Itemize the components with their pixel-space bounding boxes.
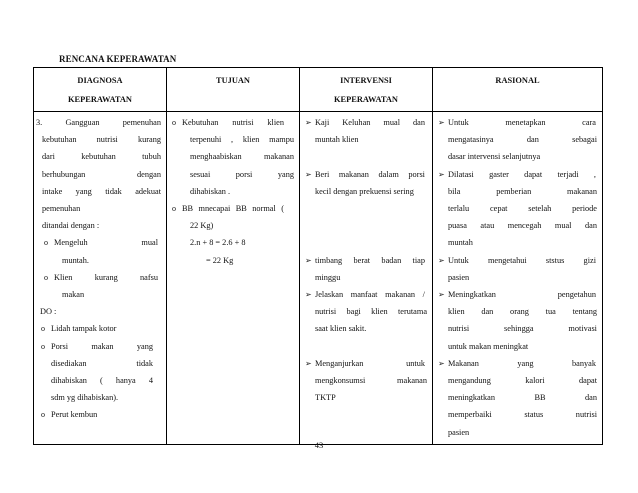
list-item-text: timbang berat badan tiap	[315, 255, 425, 265]
list-item-text: sesuai porsi yang	[190, 169, 294, 179]
list-item-text: Jelaskan manfaat makanan /	[315, 289, 425, 299]
list-item	[305, 252, 427, 269]
list-item-text: bila pemberian makanan	[448, 186, 597, 196]
list-item-text: saat klien sakit.	[315, 324, 367, 334]
care-plan-table	[33, 67, 603, 445]
list-item-text: Beri makanan dalam porsi	[315, 169, 425, 179]
list-item-text: Porsi makan yang	[51, 341, 153, 351]
list-item-text: makan	[62, 290, 85, 300]
arrow-bullet-icon: ➢	[438, 290, 445, 300]
list-item-text: TKTP	[315, 393, 336, 403]
list-item-text: muntah klien	[315, 135, 359, 145]
spacer	[305, 200, 427, 217]
bullet-icon: o	[41, 341, 45, 351]
list-item-text: meningkatkan BB dan	[448, 393, 597, 403]
list-item-text: mengatasinya dan sebagai	[448, 135, 597, 145]
arrow-bullet-icon: ➢	[305, 169, 312, 179]
list-item-text: Untuk menetapkan cara	[448, 118, 596, 127]
list-item-text: muntah.	[62, 255, 89, 265]
header-diagnosa	[34, 68, 167, 112]
list-item	[36, 234, 161, 251]
rasional-cell	[433, 112, 603, 445]
list-item-text: Dilatasi gaster dapat terjadi ,	[448, 169, 596, 179]
list-item-text: terpenuhi , klien mampu	[190, 135, 294, 145]
list-item-text: Lidah tampak kotor	[51, 324, 117, 334]
list-item-text: BB mnecapai BB normal (	[182, 204, 284, 214]
diagnosa-line: ditandai dengan :	[42, 221, 100, 231]
header-intervensi	[300, 68, 433, 112]
list-item-text: Makanan yang banyak	[448, 358, 596, 368]
header-rasional-label: RASIONAL	[495, 76, 540, 85]
diagnosa-line: pemenuhan	[42, 204, 81, 214]
list-item	[305, 166, 427, 183]
bullet-icon: o	[44, 272, 48, 282]
list-item	[36, 320, 161, 337]
diagnosa-line: intake yang tidak adekuat	[42, 186, 161, 196]
arrow-bullet-icon: ➢	[305, 255, 312, 265]
diagnosa-line: kebutuhan nutrisi kurang	[42, 135, 161, 145]
arrow-bullet-icon: ➢	[305, 358, 312, 368]
arrow-bullet-icon: ➢	[438, 255, 445, 265]
page-number: 43	[314, 440, 324, 450]
list-item-text: klien dan orang tua tentang	[448, 307, 597, 317]
list-item-text	[36, 355, 161, 372]
list-item-text: dasar intervensi selanjutnya	[448, 152, 541, 162]
list-item-text: mengandung kalori dapat	[448, 376, 597, 386]
list-item-text: Klien kurang nafsu	[54, 272, 158, 282]
list-item	[305, 286, 427, 303]
list-item-text: puasa atau mencegah mual dan	[448, 221, 597, 231]
list-item-text: Meningkatkan pengetahun	[448, 290, 596, 300]
list-item-text: dihabiskan .	[190, 186, 231, 196]
list-item-text: pasien	[448, 272, 470, 282]
list-item	[305, 355, 427, 372]
section-title: RENCANA KEPERAWATAN	[59, 54, 177, 64]
bullet-icon: o	[41, 410, 45, 420]
list-item-text: Mengeluh mual	[54, 238, 158, 248]
list-item-text: muntah	[448, 238, 473, 248]
diagnosa-line: berhubungan dengan	[42, 169, 161, 179]
arrow-bullet-icon: ➢	[305, 118, 312, 127]
list-item-text: disediakan tidak	[51, 358, 153, 368]
list-item	[305, 114, 427, 131]
spacer	[305, 148, 427, 165]
list-item	[36, 269, 161, 286]
bullet-icon: o	[41, 324, 45, 334]
header-diagnosa-line2: KEPERAWATAN	[68, 95, 132, 104]
arrow-bullet-icon: ➢	[438, 358, 445, 368]
list-item-text: minggu	[315, 272, 341, 282]
list-item	[36, 406, 161, 423]
list-item-text: kecil dengan prekuensi sering	[315, 186, 414, 196]
list-item-text: 22 Kg)	[190, 221, 214, 231]
list-item	[438, 252, 597, 269]
list-item-text: menghaabiskan makanan	[190, 152, 294, 162]
bullet-icon: o	[44, 238, 48, 248]
header-tujuan-label: TUJUAN	[216, 76, 250, 85]
table-row	[34, 112, 603, 445]
list-item-text: untuk makan meningkat	[448, 341, 529, 351]
arrow-bullet-icon: ➢	[305, 289, 312, 299]
header-intervensi-line1: INTERVENSI	[340, 76, 392, 85]
list-item-text: dihabiskan ( hanya 4	[51, 376, 153, 386]
spacer	[305, 217, 427, 234]
diagnosa-cell	[34, 112, 167, 445]
list-item-text: memperbaiki status nutrisi	[448, 410, 597, 420]
list-item-text: pasien	[448, 427, 470, 437]
table-header-row	[34, 68, 603, 112]
bullet-icon: o	[172, 118, 176, 127]
list-item	[172, 114, 294, 131]
diagnosa-line: dari kebutuhan tubuh	[42, 152, 161, 162]
list-item-text: terlalu cepat setelah periode	[448, 204, 597, 214]
list-item	[438, 286, 597, 303]
list-item	[438, 355, 597, 372]
list-item-text: nutrisi bagi klien terutama	[315, 307, 427, 317]
list-item-text: Kaji Keluhan mual dan	[315, 118, 425, 127]
list-item	[172, 200, 294, 217]
formula-text: 2.n + 8 = 2.6 + 8	[190, 238, 246, 248]
do-label: DO :	[40, 307, 57, 317]
spacer	[305, 234, 427, 251]
tujuan-cell	[167, 112, 300, 445]
arrow-bullet-icon: ➢	[438, 169, 445, 179]
list-item-text: Untuk mengetahui ststus gizi	[448, 255, 596, 265]
list-item-text	[36, 372, 161, 389]
list-item-text: Perut kembun	[51, 410, 98, 420]
list-item-text: mengkonsumsi makanan	[315, 375, 427, 385]
list-item	[36, 338, 161, 355]
formula-result: = 22 Kg	[206, 255, 234, 265]
list-item-text: Kebutuhan nutrisi klien	[182, 118, 284, 127]
header-diagnosa-line1: DIAGNOSA	[77, 76, 123, 85]
header-tujuan	[167, 68, 300, 112]
list-item-text: nutrisi sehingga motivasi	[448, 324, 597, 334]
header-intervensi-line2: KEPERAWATAN	[334, 95, 398, 104]
header-rasional	[433, 68, 603, 112]
bullet-icon: o	[172, 204, 176, 214]
list-item-text: Menganjurkan untuk	[315, 358, 425, 368]
list-item	[438, 166, 597, 183]
intervensi-cell	[300, 112, 433, 445]
diagnosa-line: 3. Gangguan pemenuhan	[36, 118, 161, 127]
spacer	[305, 338, 427, 355]
list-item-text: sdm yg dihabiskan).	[51, 393, 119, 403]
arrow-bullet-icon: ➢	[438, 118, 445, 127]
list-item	[438, 114, 597, 131]
